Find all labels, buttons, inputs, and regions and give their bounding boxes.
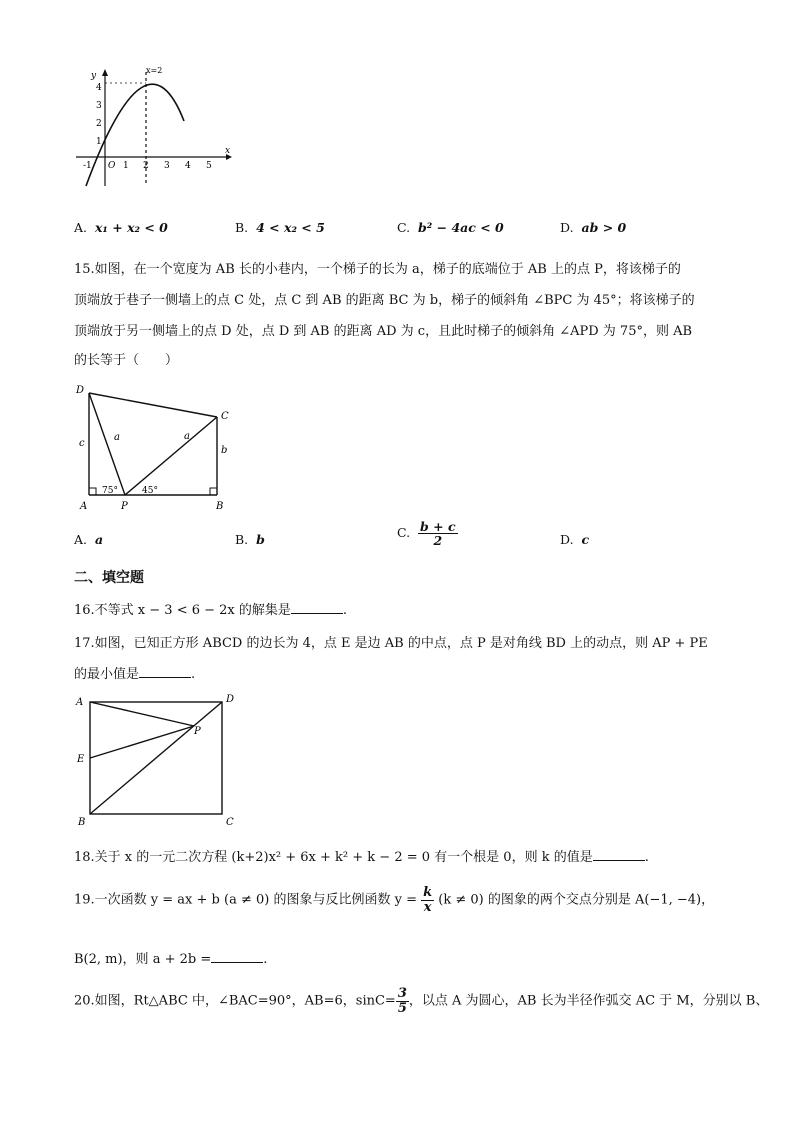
fraction-denominator: x xyxy=(423,899,432,915)
right-angle-b xyxy=(210,488,217,495)
label-a-length-right: a xyxy=(184,431,190,442)
label-p: P xyxy=(121,501,128,512)
q20-line-1 xyxy=(74,987,768,1015)
x-tick-2: 2 xyxy=(143,161,149,171)
q17-end: . xyxy=(191,667,196,682)
option-letter: C. xyxy=(397,525,411,541)
y-tick-3: 3 xyxy=(96,101,102,111)
label-angle-75: 75° xyxy=(102,486,118,496)
label-b: B xyxy=(78,817,86,828)
q18-end: . xyxy=(644,850,649,865)
fraction-denominator: 5 xyxy=(397,1000,407,1016)
option-text: a xyxy=(94,532,104,547)
symmetry-axis-label: x=2 xyxy=(146,66,163,75)
q19-answer-blank[interactable] xyxy=(211,950,263,963)
q19-fraction xyxy=(421,886,434,914)
label-a-point: A xyxy=(80,501,88,512)
y-axis-label: y xyxy=(91,71,97,81)
option-letter: B. xyxy=(235,532,249,547)
option-letter: D. xyxy=(560,220,574,235)
q19-line-1 xyxy=(74,886,714,914)
label-c: C xyxy=(226,817,234,828)
option-text: b xyxy=(256,532,265,547)
label-c-length: c xyxy=(79,438,85,449)
q16-answer-blank[interactable] xyxy=(291,601,343,614)
option-letter: A. xyxy=(74,220,88,235)
x-tick-5: 5 xyxy=(206,161,212,171)
label-d: D xyxy=(76,385,85,396)
q15-line-1: 15.如图，在一个宽度为 AB 长的小巷内，一个梯子的长为 a，梯子的底端位于 AB 上的点 P，将该梯子的 xyxy=(74,262,681,277)
label-p: P xyxy=(194,726,201,737)
q15-option-b[interactable] xyxy=(235,532,265,547)
q17-text: 的最小值是 xyxy=(74,667,140,682)
q14-parabola-figure xyxy=(74,64,244,194)
label-a: A xyxy=(76,697,84,708)
label-e: E xyxy=(77,754,85,765)
q19-text-a: 19.一次函数 y = ax + b (a ≠ 0) 的图象与反比例函数 y = xyxy=(74,892,417,908)
option-letter: C. xyxy=(397,220,411,235)
q15-option-d[interactable] xyxy=(560,532,589,547)
segment-ap xyxy=(90,702,194,726)
q14-option-b[interactable] xyxy=(235,220,325,235)
segment-pe xyxy=(90,726,194,758)
diagonal-bd xyxy=(90,702,222,814)
right-angle-a xyxy=(89,488,96,495)
q14-option-d[interactable] xyxy=(560,220,626,235)
option-text: b² − 4ac < 0 xyxy=(418,220,504,235)
q16-end: . xyxy=(342,603,348,618)
x-tick-neg1: -1 xyxy=(83,161,92,171)
q20-fraction xyxy=(396,987,409,1015)
q18-text: 18.关于 x 的一元二次方程 (k+2)x² + 6x + k² + k − 2 = 0 有一个根是 0，则 k 的值是 xyxy=(74,850,593,865)
q19-line-2 xyxy=(74,948,267,967)
ladder-pc xyxy=(125,417,217,495)
q19-text-b: (k ≠ 0) 的图象的两个交点分别是 A(−1, −4)， xyxy=(438,892,715,908)
q16-text: 16.不等式 x − 3 < 6 − 2x 的解集是 xyxy=(74,603,291,618)
q16-line xyxy=(74,599,347,618)
option-letter: B. xyxy=(235,220,249,235)
section-heading-fill-blank: 二、填空题 xyxy=(74,570,144,586)
y-tick-2: 2 xyxy=(96,119,102,129)
q17-line-1: 17.如图，已知正方形 ABCD 的边长为 4，点 E 是边 AB 的中点，点 P 是对角线 BD 上的动点，则 AP + PE xyxy=(74,636,708,651)
q14-option-c[interactable] xyxy=(397,220,504,235)
q18-answer-blank[interactable] xyxy=(593,848,645,861)
fraction-numerator: 3 xyxy=(397,986,407,1001)
fraction-denominator: 2 xyxy=(433,533,443,549)
label-c-point: C xyxy=(221,411,229,422)
option-text: c xyxy=(581,532,590,547)
q19-end: . xyxy=(263,952,268,967)
q15-line-2: 顶端放于巷子一侧墙上的点 C 处，点 C 到 AB 的距离 BC 为 b，梯子的倾斜角 ∠BPC 为 45°；将该梯子的 xyxy=(74,293,695,308)
q20-text-b: ，以点 A 为圆心，AB 长为半径作弧交 AC 于 M，分别以 B、 xyxy=(408,993,769,1009)
x-tick-3: 3 xyxy=(164,161,170,171)
q15-ladder-figure xyxy=(74,380,244,516)
q18-line xyxy=(74,846,649,865)
segment-dc xyxy=(89,393,217,417)
option-letter: D. xyxy=(560,532,574,547)
label-a-length-left: a xyxy=(114,432,120,443)
label-angle-45: 45° xyxy=(142,486,158,496)
y-tick-1: 1 xyxy=(96,137,102,147)
ladder-dp xyxy=(89,393,125,495)
q20-text-a: 20.如图，Rt△ABC 中，∠BAC=90°，AB=6，sinC= xyxy=(74,993,396,1009)
option-letter: A. xyxy=(74,532,88,547)
q19-text-c: B(2, m)，则 a + 2b = xyxy=(74,952,212,967)
q14-option-a[interactable] xyxy=(74,220,168,235)
q15-line-3: 顶端放于另一侧墙上的点 D 处，点 D 到 AB 的距离 AD 为 c，且此时梯子的倾斜角 ∠APD 为 75°，则 AB xyxy=(74,324,693,339)
fraction-numerator: b + c xyxy=(420,519,456,534)
x-tick-1: 1 xyxy=(123,161,129,171)
label-d: D xyxy=(226,694,235,705)
option-text: x₁ + x₂ < 0 xyxy=(94,220,168,235)
q17-line-2 xyxy=(74,663,195,682)
y-tick-4: 4 xyxy=(96,83,102,93)
option-text: 4 < x₂ < 5 xyxy=(256,220,325,235)
fraction xyxy=(418,520,458,547)
x-tick-4: 4 xyxy=(185,161,191,171)
q15-line-4: 的长等于（ ） xyxy=(74,353,179,368)
q15-option-c[interactable] xyxy=(397,520,458,547)
label-b-point: B xyxy=(216,501,224,512)
label-b-length: b xyxy=(221,445,228,456)
q17-answer-blank[interactable] xyxy=(139,665,191,678)
y-axis-arrow xyxy=(102,69,108,76)
x-axis-label: x xyxy=(225,146,231,156)
fraction-numerator: k xyxy=(423,885,433,900)
q17-square-figure xyxy=(74,690,244,828)
q15-option-a[interactable] xyxy=(74,532,103,547)
option-text: ab > 0 xyxy=(581,220,627,235)
origin-label: O xyxy=(108,161,116,171)
